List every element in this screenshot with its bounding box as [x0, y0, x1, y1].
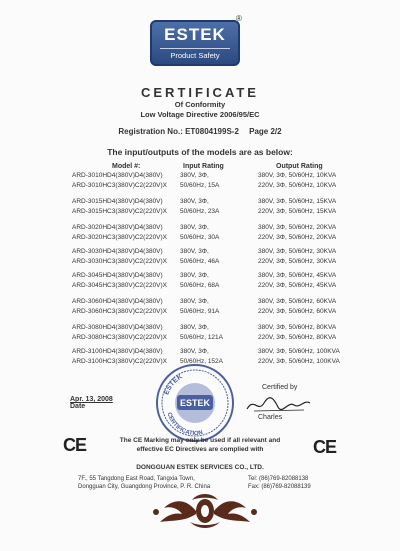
model-cell-line: ARD-3100HD4(380V)D4(380V): [72, 348, 163, 355]
of-conformity: Of Conformity: [174, 100, 226, 109]
input-cell-line: 50/60Hz, 15A: [180, 182, 220, 189]
table-row: [0, 297, 400, 317]
input-cell-line: 50/60Hz, 68A: [180, 282, 220, 289]
svg-text:ESTEK: ESTEK: [163, 373, 184, 396]
output-cell: [258, 297, 336, 317]
model-cell-line: ARD-3030HC3(380V)C2(220V)X: [72, 258, 168, 265]
certification-seal: [155, 363, 235, 443]
date-label: Date: [70, 403, 86, 410]
decorative-ornament: [150, 492, 260, 530]
header-input: Input Rating: [183, 163, 224, 170]
registered-mark: ®: [236, 14, 242, 23]
output-cell-line: 380V, 3Φ, 50/60Hz, 80KVA: [258, 324, 337, 331]
address-line1: 7F., 55 Tangdong East Road, Tangxia Town,: [78, 476, 195, 482]
output-cell-line: 220V, 3Φ, 50/60Hz, 60KVA: [258, 308, 337, 315]
model-cell-line: ARD-3060HC3(380V)C2(220V)X: [72, 308, 168, 315]
output-cell: [258, 223, 336, 243]
company-address: [78, 475, 210, 491]
model-cell-line: ARD-3030HD4(380V)D4(380V): [72, 248, 163, 255]
registration-number: Registration No.: ET0804199S-2: [118, 127, 239, 136]
fax: Fax: (86)769-82088139: [248, 484, 311, 490]
output-cell-line: 380V, 3Φ, 50/60Hz, 20KVA: [258, 224, 337, 231]
input-cell-line: 380V, 3Φ,: [180, 272, 209, 279]
input-cell-line: 380V, 3Φ,: [180, 248, 209, 255]
output-cell-line: 380V, 3Φ, 50/60Hz, 30KVA: [258, 248, 337, 255]
model-cell-line: ARD-3080HC3(380V)C2(220V)X: [72, 334, 168, 341]
input-cell-line: 50/60Hz, 121A: [180, 334, 224, 341]
tel: Tel: (86)769-82088138: [248, 476, 309, 482]
model-cell-line: ARD-3020HC3(380V)C2(220V)X: [72, 234, 168, 241]
output-cell-line: 380V, 3Φ, 50/60Hz, 15KVA: [258, 198, 337, 205]
model-cell: [72, 223, 167, 243]
model-cell-line: ARD-3045HD4(380V)D4(380V): [72, 272, 163, 279]
output-cell-line: 380V, 3Φ, 50/60Hz, 45KVA: [258, 272, 337, 279]
input-cell: [180, 247, 219, 267]
company-name: DONGGUAN ESTEK SERVICES CO., LTD.: [136, 464, 264, 471]
seal-brand: ESTEK: [179, 398, 211, 408]
registration-line: [0, 127, 400, 136]
table-row: [0, 223, 400, 243]
output-cell: [258, 323, 336, 343]
signature: [244, 395, 314, 415]
logo-brand: ESTEK: [164, 25, 226, 44]
output-cell-line: 220V, 3Φ, 50/60Hz, 15KVA: [258, 208, 337, 215]
company-contact: [248, 475, 311, 491]
model-cell-line: ARD-3010HD4(380V)D4(380V): [72, 172, 163, 179]
output-cell-line: 380V, 3Φ, 50/60Hz, 100KVA: [258, 348, 340, 355]
output-cell: [258, 171, 336, 191]
input-cell-line: 380V, 3Φ,: [180, 324, 209, 331]
estek-logo: [150, 20, 240, 66]
input-cell-line: 50/60Hz, 23A: [180, 208, 220, 215]
address-line2: Dongguan City, Guangdong Province, P. R. China: [78, 484, 211, 490]
model-cell-line: ARD-3020HD4(380V)D4(380V): [72, 224, 163, 231]
model-cell: [72, 247, 167, 267]
input-cell: [180, 171, 219, 191]
output-cell-line: 220V, 3Φ, 50/60Hz, 80KVA: [258, 334, 337, 341]
directive: Low Voltage Directive 2006/95/EC: [140, 110, 260, 119]
model-cell-line: ARD-3015HD4(380V)D4(380V): [72, 198, 163, 205]
model-cell: [72, 323, 167, 343]
header-model: Model #:: [112, 163, 141, 170]
input-cell-line: 50/60Hz, 46A: [180, 258, 220, 265]
input-cell-line: 380V, 3Φ,: [180, 198, 209, 205]
output-cell-line: 380V, 3Φ, 50/60Hz, 60KVA: [258, 298, 337, 305]
output-cell: [258, 347, 340, 367]
input-cell-line: 380V, 3Φ,: [180, 172, 209, 179]
input-cell-line: 50/60Hz, 91A: [180, 308, 220, 315]
table-row: [0, 271, 400, 291]
model-cell-line: ARD-3015HC3(380V)C2(220V)X: [72, 208, 168, 215]
table-row: [0, 197, 400, 217]
models-heading: The input/outputs of the models are as below:: [107, 147, 293, 157]
logo-tagline: Product Safety: [160, 48, 230, 61]
input-cell: [180, 223, 219, 243]
output-cell-line: 220V, 3Φ, 50/60Hz, 100KVA: [258, 358, 340, 365]
input-cell-line: 50/60Hz, 30A: [180, 234, 220, 241]
model-cell-line: ARD-3080HD4(380V)D4(380V): [72, 324, 163, 331]
model-cell-line: ARD-3100HC3(380V)C2(220V)X: [72, 358, 168, 365]
input-cell: [180, 297, 219, 317]
input-cell-line: 50/60Hz, 152A: [180, 358, 224, 365]
output-cell: [258, 247, 336, 267]
table-row: [0, 247, 400, 267]
input-cell: [180, 197, 219, 217]
model-cell-line: ARD-3060HD4(380V)D4(380V): [72, 298, 163, 305]
model-cell-line: ARD-3045HC3(380V)C2(220V)X: [72, 282, 168, 289]
certified-by-label: Certified by: [262, 384, 298, 391]
model-cell: [72, 197, 167, 217]
input-cell-line: 380V, 3Φ,: [180, 348, 209, 355]
ce-mark-left: CE: [63, 435, 87, 455]
date-value: Apr. 13, 2008: [70, 396, 113, 403]
model-cell: [72, 347, 167, 367]
ce-notice-line1: The CE Marking may only be used if all relevant and: [119, 437, 281, 444]
table-row: [0, 323, 400, 343]
input-cell-line: 380V, 3Φ,: [180, 224, 209, 231]
input-cell-line: 380V, 3Φ,: [180, 298, 209, 305]
svg-text:CERTIFICATION: CERTIFICATION: [165, 411, 204, 438]
model-cell: [72, 297, 167, 317]
model-cell: [72, 171, 167, 191]
header-output: Output Rating: [276, 163, 323, 170]
ce-notice-line2: effective EC Directives are complied with: [136, 446, 264, 453]
issue-date: [70, 396, 113, 410]
signer-name: Charles: [258, 414, 283, 421]
certificate-title: CERTIFICATE: [141, 85, 259, 100]
output-cell-line: 220V, 3Φ, 50/60Hz, 45KVA: [258, 282, 337, 289]
output-cell-line: 220V, 3Φ, 50/60Hz, 30KVA: [258, 258, 337, 265]
output-cell: [258, 271, 336, 291]
output-cell-line: 380V, 3Φ, 50/60Hz, 10KVA: [258, 172, 337, 179]
input-cell: [180, 271, 219, 291]
output-cell-line: 220V, 3Φ, 50/60Hz, 20KVA: [258, 234, 337, 241]
page-number: Page 2/2: [249, 127, 282, 136]
input-cell: [180, 323, 223, 343]
model-cell-line: ARD-3010HC3(380V)C2(220V)X: [72, 182, 168, 189]
output-cell-line: 220V, 3Φ, 50/60Hz, 10KVA: [258, 182, 337, 189]
output-cell: [258, 197, 336, 217]
model-cell: [72, 271, 167, 291]
table-row: [0, 171, 400, 191]
ce-mark-right: CE: [313, 437, 337, 457]
